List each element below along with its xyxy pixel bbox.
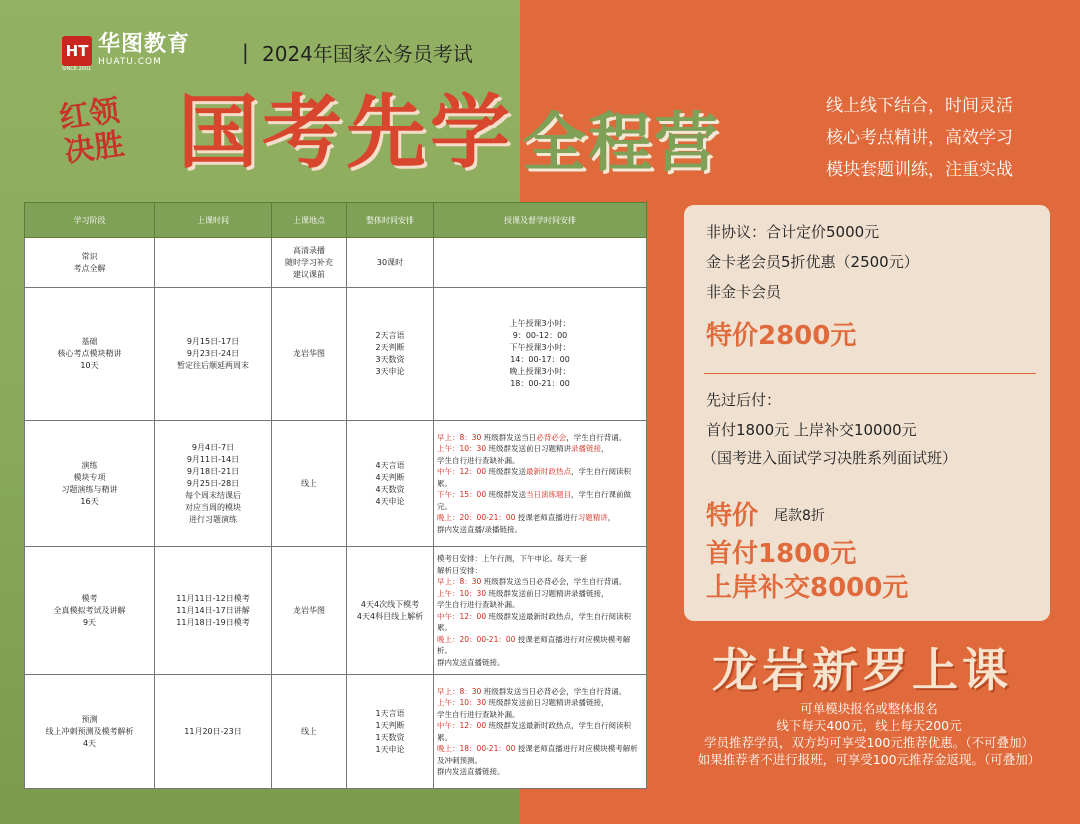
arrange-text: 授课老师直播进行 [517, 513, 578, 523]
arrange-line [437, 524, 643, 536]
time-cell: 11月20日-23日 [155, 675, 272, 789]
arrange-text: 班级群发送前日习题精讲录播链接， [488, 588, 609, 598]
arrange-text: 学生自行进行查缺补漏。 [437, 600, 520, 609]
pay-after-price: 上岸补交8000元 [706, 573, 909, 603]
arrange-line [437, 455, 643, 467]
arrange-text: ，学生自行背诵。 [566, 432, 627, 442]
stage-cell: 演练 模块专项 习题演练与精讲 16天 [25, 421, 155, 547]
arrange-text: 班级群发送前日习题精讲 [488, 444, 571, 454]
price-line: 非金卡会员 [706, 283, 782, 301]
plan-cell: 4天4次线下模考 4天4科目线上解析 [347, 547, 434, 675]
arrange-text: ，学生自行阅读积 [570, 467, 631, 477]
feature-list [826, 90, 1013, 186]
arrange-line [437, 720, 643, 732]
highlight-text: 晚上：18：00-21：00 [437, 744, 518, 753]
note-line: 学员推荐学员，双方均可享受100元推荐优惠。（不可叠加） [703, 735, 1035, 750]
highlight-text: 中午：12：00 [437, 611, 489, 621]
logo-name: 华图教育 [98, 32, 191, 57]
arrange-line [437, 766, 643, 778]
time-cell: 9月4日-7日 9月11日-14日 9月18日-21日 9月25日-28日 每个周末结课后 对应当周的模块 进行习题演练 [155, 421, 272, 547]
highlight-text: 当日演练题目 [525, 490, 571, 500]
arrange-cell: 上午授课3小时： 9：00-12：00 下午授课3小时： 14：00-17：00 晚上授课3小时： 18：00-21：00 [434, 288, 647, 421]
arrange-text: 累。 [437, 732, 452, 742]
arrange-line [437, 697, 643, 709]
plan-cell: 30课时 [347, 238, 434, 288]
highlight-text: 上午：10：30 [437, 588, 489, 598]
highlight-text: 上午：10：30 [437, 698, 489, 707]
arrange-text: 授课老师直播进行对应模块模考解析 [517, 744, 638, 753]
arrange-line [437, 466, 643, 478]
arrange-line [437, 432, 643, 444]
table-header-row [25, 203, 647, 238]
logo-mark-icon: HT [62, 36, 92, 66]
divider [704, 373, 1036, 374]
stage-cell: 模考 全真模拟考试及讲解 9天 [25, 547, 155, 675]
arrange-line [437, 565, 643, 577]
highlight-text: 上午：10：30 [437, 444, 489, 454]
arrange-text: 班级群发送 [488, 490, 526, 500]
highlight-text: 录播链接 [570, 444, 601, 454]
table-row [25, 547, 647, 675]
arrange-line [437, 611, 643, 623]
price-line: 金卡老会员5折优惠（2500元） [706, 253, 919, 271]
schedule-table [24, 202, 647, 789]
arrange-text: 班级群发送当日 [483, 432, 537, 442]
arrange-line [437, 755, 643, 767]
price-line: 非协议：合计定价5000元 [706, 223, 880, 241]
time-cell: 11月11日-12日模考 11月14日-17日讲解 11月18日-19日模考 [155, 547, 272, 675]
tail-discount: 尾款8折 [774, 508, 825, 524]
slogan-line: 决胜 [62, 126, 127, 170]
arrange-line [437, 732, 643, 744]
arrange-text: ， [600, 444, 609, 454]
feature-item: 线上线下结合，时间灵活 [826, 96, 1013, 116]
place-cell: 线上 [272, 421, 347, 547]
place-cell: 线上 [272, 675, 347, 789]
logo-since: SINCE 2001 [62, 66, 92, 72]
main-title: 国考先学 [178, 85, 514, 179]
slogan-line: 红领 [57, 93, 122, 137]
logo-text [98, 34, 190, 67]
main-title-green: 全程营 [522, 106, 720, 181]
place-cell: 龙岩华图 [272, 288, 347, 421]
arrange-line [437, 478, 643, 490]
plan-cell: 1天言语 1天判断 1天数资 1天申论 [347, 675, 434, 789]
arrange-text: 析。 [437, 646, 452, 655]
arrange-text: 累。 [437, 478, 452, 488]
arrange-text: ，学生自行课前做 [570, 490, 631, 500]
huatu-logo [62, 32, 191, 72]
price-line: 首付1800元 上岸补交10000元 [706, 421, 917, 439]
highlight-text: 中午：12：00 [437, 721, 489, 730]
arrange-line [437, 576, 643, 588]
arrange-cell [434, 238, 647, 288]
arrange-text: 及冲刺预测。 [437, 755, 482, 765]
arrange-line [437, 657, 643, 669]
arrange-line [437, 443, 643, 455]
special-price: 特价2800元 [706, 321, 857, 351]
arrange-line [437, 645, 643, 657]
column-header: 上课时间 [155, 203, 272, 238]
column-header: 授课及督学时间安排 [434, 203, 647, 238]
special-tag: 特价 [706, 501, 759, 531]
time-cell: 9月15日-17日 9月23日-24日 暂定往后顺延两周末 [155, 288, 272, 421]
stage-cell: 预测 线上冲刺预测及模考解析 4天 [25, 675, 155, 789]
header-separator: | [242, 40, 249, 64]
slogan [58, 94, 127, 170]
highlight-text: 早上：8：30 [437, 577, 484, 586]
arrange-cell [434, 421, 647, 547]
place-cell: 龙岩华图 [272, 547, 347, 675]
highlight-text: 早上：8：30 [437, 432, 484, 442]
table-row [25, 675, 647, 789]
note-line: 如果推荐者不进行报班，可享受100元推荐金返现。（可叠加） [697, 752, 1041, 767]
arrange-line [437, 634, 643, 646]
arrange-text: ， [607, 513, 616, 523]
arrange-text: 群内发送直播链接。 [437, 657, 505, 667]
arrange-line [437, 743, 643, 755]
arrange-text: 完。 [437, 501, 452, 511]
arrange-line [437, 588, 643, 600]
highlight-text: 下午：15：00 [437, 490, 489, 500]
column-header: 上课地点 [272, 203, 347, 238]
column-header: 整体时间安排 [347, 203, 434, 238]
arrange-text: 学生自行进行查缺补漏。 [437, 455, 520, 465]
stage-cell: 基础 核心考点模块精讲 10天 [25, 288, 155, 421]
highlight-text: 最新时政热点 [525, 467, 571, 477]
time-cell [155, 238, 272, 288]
arrange-text: 群内发送直播/录播链接。 [437, 524, 523, 534]
place-cell: 高清录播 随时学习补充 建议课前 [272, 238, 347, 288]
arrange-line [437, 553, 643, 565]
arrange-text: 班级群发送当日必背必会，学生自行背诵。 [483, 577, 627, 586]
highlight-text: 中午：12：00 [437, 467, 489, 477]
arrange-text: 班级群发送前日习题精讲录播链接， [488, 698, 609, 707]
plan-cell: 4天言语 4天判断 4天数资 4天申论 [347, 421, 434, 547]
arrange-text: 授课老师直播进行对应模块模考解 [517, 634, 631, 644]
arrange-text: 模考日安排：上午行测，下午申论。每天一套 [437, 554, 587, 563]
arrange-text: 班级群发送最新时政热点，学生自行阅读积 [488, 611, 631, 621]
price-line: 先过后付： [706, 391, 782, 409]
logo-url: HUATU.COM [98, 57, 162, 67]
arrange-text: 累。 [437, 623, 452, 632]
note-line: 可单模块报名或整体报名 [800, 701, 938, 716]
arrange-text: 班级群发送 [488, 467, 526, 477]
plan-cell: 2天言语 2天判断 3天数资 3天申论 [347, 288, 434, 421]
arrange-text: 学生自行进行查缺补漏。 [437, 709, 520, 719]
arrange-text: 解析日安排： [437, 565, 482, 575]
highlight-text: 晚上：20：00-21：00 [437, 513, 518, 523]
column-header: 学习阶段 [25, 203, 155, 238]
notes [676, 700, 1062, 768]
arrange-line [437, 512, 643, 524]
price-card [684, 205, 1050, 621]
arrange-line [437, 489, 643, 501]
highlight-text: 晚上：20：00-21：00 [437, 634, 518, 644]
price-line: （国考进入面试学习决胜系列面试班） [702, 449, 958, 467]
arrange-line [437, 622, 643, 634]
arrange-text: 班级群发送最新时政热点，学生自行阅读积 [488, 721, 631, 730]
table-row [25, 238, 647, 288]
highlight-text: 习题精讲 [577, 513, 608, 523]
arrange-line [437, 686, 643, 698]
arrange-line [437, 599, 643, 611]
arrange-cell [434, 547, 647, 675]
arrange-text: 班级群发送当日必背必会，学生自行背诵。 [483, 686, 627, 696]
table-row [25, 288, 647, 421]
arrange-line [437, 501, 643, 513]
stage-cell: 常识 考点全解 [25, 238, 155, 288]
feature-item: 模块套题训练，注重实战 [826, 160, 1013, 180]
arrange-text: 群内发送直播链接。 [437, 767, 505, 776]
highlight-text: 必背必会 [536, 432, 567, 442]
highlight-text: 早上：8：30 [437, 686, 484, 696]
header-title: 2024年国家公务员考试 [262, 42, 473, 66]
arrange-line [437, 709, 643, 721]
pay-first-price: 首付1800元 [706, 539, 857, 569]
location-title: 龙岩新罗上课 [712, 643, 1012, 697]
table-row [25, 421, 647, 547]
note-line: 线下每天400元，线上每天200元 [776, 718, 962, 733]
feature-item: 核心考点精讲，高效学习 [826, 128, 1013, 148]
arrange-cell [434, 675, 647, 789]
